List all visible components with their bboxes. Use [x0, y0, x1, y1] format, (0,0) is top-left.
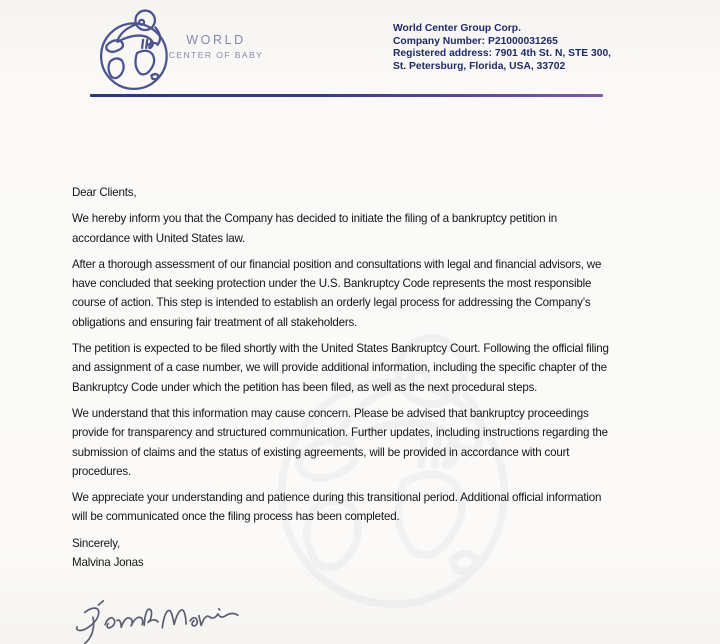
brand-wordmark: [148, 33, 284, 60]
paragraph-2: After a thorough assessment of our financial position and consultations with legal and financial advisors, we have concluded that seeking protection under the U.S. Bankruptcy Code represents the most responsible course of action. This step is intended to establish an orderly legal process for addressing the Company’s obligations and ensuring fair treatment of all stakeholders.: [72, 257, 602, 329]
salutation: Dear Clients,: [72, 186, 137, 199]
paragraph-5: We appreciate your understanding and patience during this transitional period. Additional official information will be communicated once the filing process has been completed.: [72, 491, 602, 524]
closing-block: [72, 534, 613, 573]
header-divider: [90, 94, 603, 97]
company-info-block: [393, 23, 683, 73]
paragraph-4: We understand that this information may cause concern. Please be advised that bankruptcy proceedings provide for transparency and structured communication. Further updates, including instructions regarding the submission of claims and the status of existing agreements, will be provided in accordance with court procedures.: [72, 406, 608, 478]
company-name: World Center Group Corp.: [393, 23, 521, 34]
brand-name: WORLD: [186, 33, 246, 47]
paragraph-1: We hereby inform you that the Company has decided to initiate the filing of a bankruptcy petition in accordance with United States law.: [72, 212, 558, 245]
brand-tagline: CENTER OF BABY: [168, 50, 264, 60]
letter-body: [72, 183, 613, 572]
company-address-line2: St. Petersburg, Florida, USA, 33702: [393, 60, 566, 72]
handwritten-signature-icon: [67, 593, 247, 644]
paragraph-3: The petition is expected to be filed shortly with the United States Bankruptcy Court. Following the official filing and assignment of a case number, we will provide additional information, including the specific chapter of the Bankruptcy Code under which the petition has been filed, as well as the next procedural steps.: [72, 342, 609, 394]
company-number: Company Number: P21000031265: [393, 35, 558, 47]
closing: Sincerely,: [72, 536, 121, 550]
signer-name: Malvina Jonas: [72, 556, 144, 570]
company-address-line1: Registered address: 7901 4th St. N, STE 300,: [393, 48, 612, 60]
